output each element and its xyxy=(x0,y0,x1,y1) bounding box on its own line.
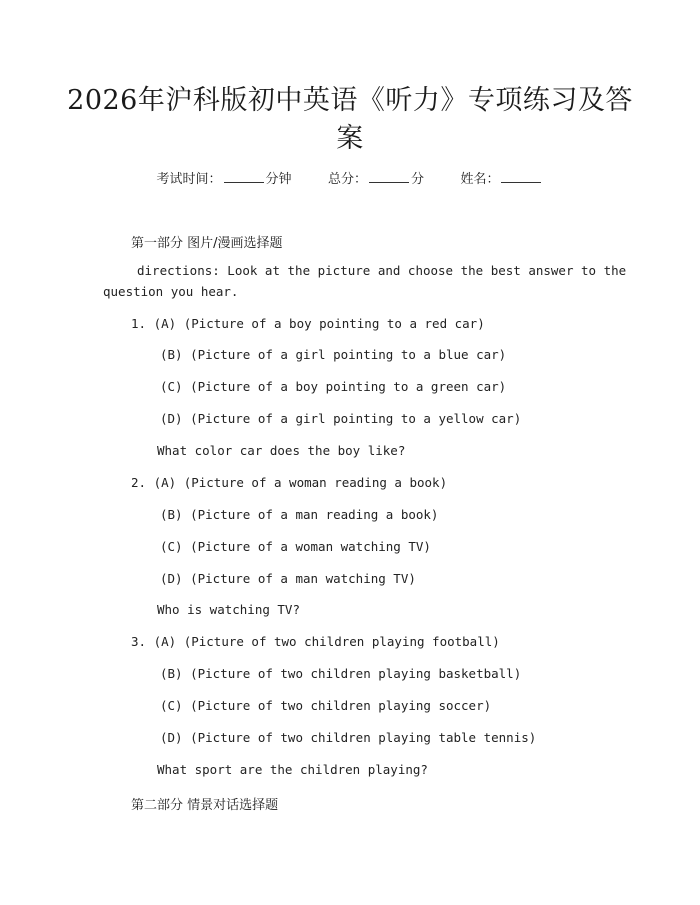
question-3-option-a xyxy=(131,634,500,649)
question-1-option-d: (D) (Picture of a girl pointing to a yellow car) xyxy=(160,411,522,426)
name-label: 姓名： xyxy=(460,172,500,187)
directions-line-2: question you hear. xyxy=(103,284,239,299)
question-number: 3. xyxy=(131,634,147,649)
option-text: (A) (Picture of a boy pointing to a red car) xyxy=(153,316,485,331)
exam-time-field xyxy=(157,171,296,187)
question-2-option-b: (B) (Picture of a man reading a book) xyxy=(160,507,439,522)
exam-info-line xyxy=(0,168,700,187)
part1-heading: 第一部分 图片/漫画选择题 xyxy=(131,236,283,251)
name-field xyxy=(460,171,543,187)
question-3-option-b: (B) (Picture of two children playing basketball) xyxy=(160,666,522,681)
exam-time-label: 考试时间： xyxy=(156,172,222,187)
part2-heading: 第二部分 情景对话选择题 xyxy=(131,798,279,813)
option-text: (A) (Picture of a woman reading a book) xyxy=(153,475,448,490)
question-2-option-c: (C) (Picture of a woman watching TV) xyxy=(160,539,431,554)
question-3-option-c: (C) (Picture of two children playing soccer) xyxy=(160,698,492,713)
question-1-prompt: What color car does the boy like? xyxy=(157,443,406,458)
exam-time-unit: 分钟 xyxy=(265,172,292,187)
total-score-blank xyxy=(369,170,409,183)
question-2-prompt: Who is watching TV? xyxy=(157,602,300,617)
question-number: 1. xyxy=(131,316,147,331)
question-1-option-a xyxy=(131,316,485,331)
question-3-prompt: What sport are the children playing? xyxy=(157,762,428,777)
question-number: 2. xyxy=(131,475,147,490)
option-text: (A) (Picture of two children playing football) xyxy=(153,634,500,649)
question-1-option-c: (C) (Picture of a boy pointing to a green car) xyxy=(160,379,507,394)
question-2-option-d: (D) (Picture of a man watching TV) xyxy=(160,571,416,586)
question-2-option-a xyxy=(131,475,447,490)
page-title: 2026年沪科版初中英语《听力》专项练习及答案 xyxy=(67,85,633,154)
exam-time-blank xyxy=(224,170,264,183)
total-score-field xyxy=(328,171,428,187)
total-score-unit: 分 xyxy=(411,172,425,187)
question-3-option-d: (D) (Picture of two children playing table tennis) xyxy=(160,730,537,745)
name-blank xyxy=(501,170,541,183)
question-1-option-b: (B) (Picture of a girl pointing to a blue car) xyxy=(160,347,507,362)
total-score-label: 总分： xyxy=(327,172,367,187)
directions-line-1: directions: Look at the picture and choose the best answer to the xyxy=(137,263,627,278)
